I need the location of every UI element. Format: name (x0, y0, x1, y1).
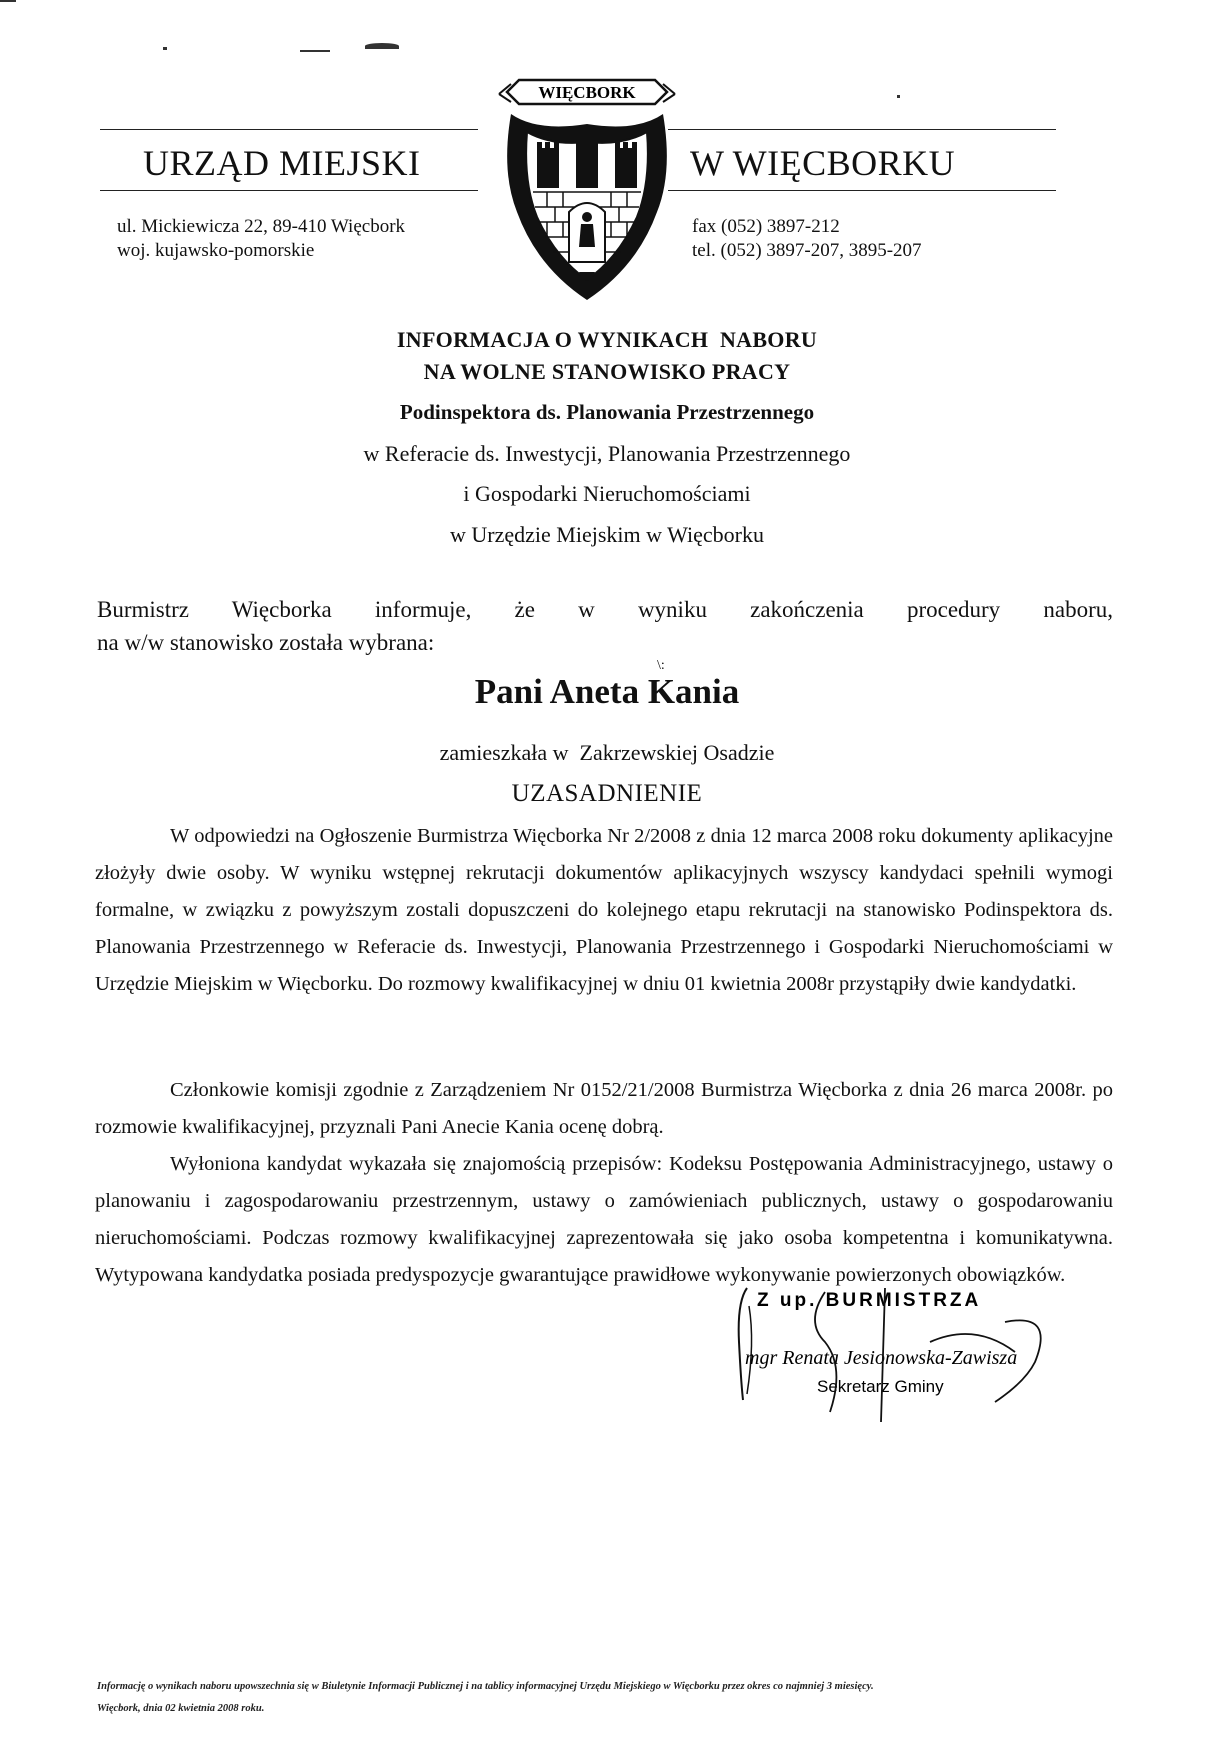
stamp-line-2: mgr Renata Jesionowska-Zawisza (745, 1347, 1018, 1369)
paragraph-text: Wyłoniona kandydat wykazała się znajomością przepisów: Kodeksu Postępowania Administracyjnego, ustawy o planowaniu i zagospodarowaniu przestrzennym, ustawy o zamówieniach publicznych, ustawy o gospodarowaniu nieruchomościami. Podczas rozmowy kwalifikacyjnej zaprezentowała się jako osoba kompetentna i komunikatywna. Wytypowana kandydatka posiada predyspozycje gwarantujące prawidłowe wykonywanie powierzonych obowiązków. (95, 1153, 1113, 1286)
scan-speck (897, 95, 900, 98)
scan-speck (0, 0, 16, 2)
document-title (0, 324, 1214, 388)
footer-line-1: Informację o wynikach naboru upowszechnia się w Biuletynie Informacji Publicznej i na tablicy informacyjnej Urzędu Miejskiego w Więcborku przez okres co najmniej 3 miesięcy. (97, 1681, 874, 1692)
footer-line-2: Więcbork, dnia 02 kwietnia 2008 roku. (97, 1703, 265, 1714)
department-line-2: i Gospodarki Nieruchomościami (463, 481, 751, 506)
town-crest-icon (497, 62, 677, 312)
scan-speck (300, 50, 330, 52)
office-name: URZĄD MIEJSKI (143, 143, 421, 183)
selected-candidate-name: Pani Aneta Kania (474, 672, 740, 711)
phone-number: tel. (052) 3897-207, 3895-207 (692, 240, 922, 261)
department-line-1: w Referacie ds. Inwestycji, Planowania Przestrzennego (363, 441, 851, 466)
address-region: woj. kujawsko-pomorskie (117, 240, 315, 261)
stamp-line-3: Sekretarz Gminy (817, 1377, 944, 1396)
stamp-line-1: Z up. BURMISTRZA (757, 1290, 982, 1311)
scan-speck (163, 47, 167, 50)
scan-speck (365, 43, 399, 49)
letterhead-rule-left-top (100, 129, 478, 130)
title-line-1: INFORMACJA O WYNIKACH NABORU (396, 327, 818, 352)
letterhead-rule-right-top (668, 129, 1056, 130)
handwritten-mark: \: (657, 658, 665, 673)
office-contact (692, 215, 922, 263)
paragraph-text: W odpowiedzi na Ogłoszenie Burmistrza Więcborka Nr 2/2008 z dnia 12 marca 2008 roku dokumenty aplikacyjne złożyły dwie osoby. W wyniku wstępnej rekrutacji dokumentów aplikacyjnych wszyscy kandydaci spełnili wymogi formalne, w związku z powyższym zostali dopuszczeni do kolejnego etapu rekrutacji na stanowisko Podinspektora ds. Planowania Przestrzennego w Referacie ds. Inwestycji, Planowania Przestrzennego i Gospodarki Nieruchomościami w Urzędzie Miejskim w Więcborku. Do rozmowy kwalifikacyjnej w dniu 01 kwietnia 2008r przystąpiły dwie kandydatki. (95, 825, 1113, 995)
intro-line-2: na w/w stanowisko została wybrana: (97, 630, 435, 655)
justification-paragraph-2 (95, 1072, 1113, 1146)
paragraph-text: Członkowie komisji zgodnie z Zarządzeniem Nr 0152/21/2008 Burmistrza Więcborka z dnia 26 marca 2008r. po rozmowie kwalifikacyjnej, przyznali Pani Anecie Kania ocenę dobrą. (95, 1079, 1113, 1138)
address-street: ul. Mickiewicza 22, 89-410 Więcbork (117, 216, 406, 237)
candidate-residence: zamieszkała w Zakrzewskiej Osadzie (439, 740, 775, 765)
department-line-3: w Urzędzie Miejskim w Więcborku (450, 522, 764, 547)
position-title: Podinspektora ds. Planowania Przestrzennego (399, 400, 815, 424)
crest-banner-text: WIĘCBORK (538, 83, 636, 102)
justification-paragraph-1 (95, 818, 1113, 1003)
justification-paragraph-3 (95, 1146, 1113, 1294)
justification-title: UZASADNIENIE (511, 780, 703, 807)
title-line-2: NA WOLNE STANOWISKO PRACY (423, 359, 791, 384)
intro-line-1: Burmistrz Więcborka informuje, że w wyniku zakończenia procedury naboru, (97, 597, 1113, 622)
fax-number: fax (052) 3897-212 (692, 216, 840, 237)
office-location: W WIĘCBORKU (690, 143, 956, 183)
letterhead-rule-right-bottom (668, 190, 1056, 191)
letterhead-rule-left-bottom (100, 190, 478, 191)
office-address (117, 215, 405, 263)
signature-stamp (735, 1282, 1065, 1422)
footer-note (97, 1676, 1117, 1720)
